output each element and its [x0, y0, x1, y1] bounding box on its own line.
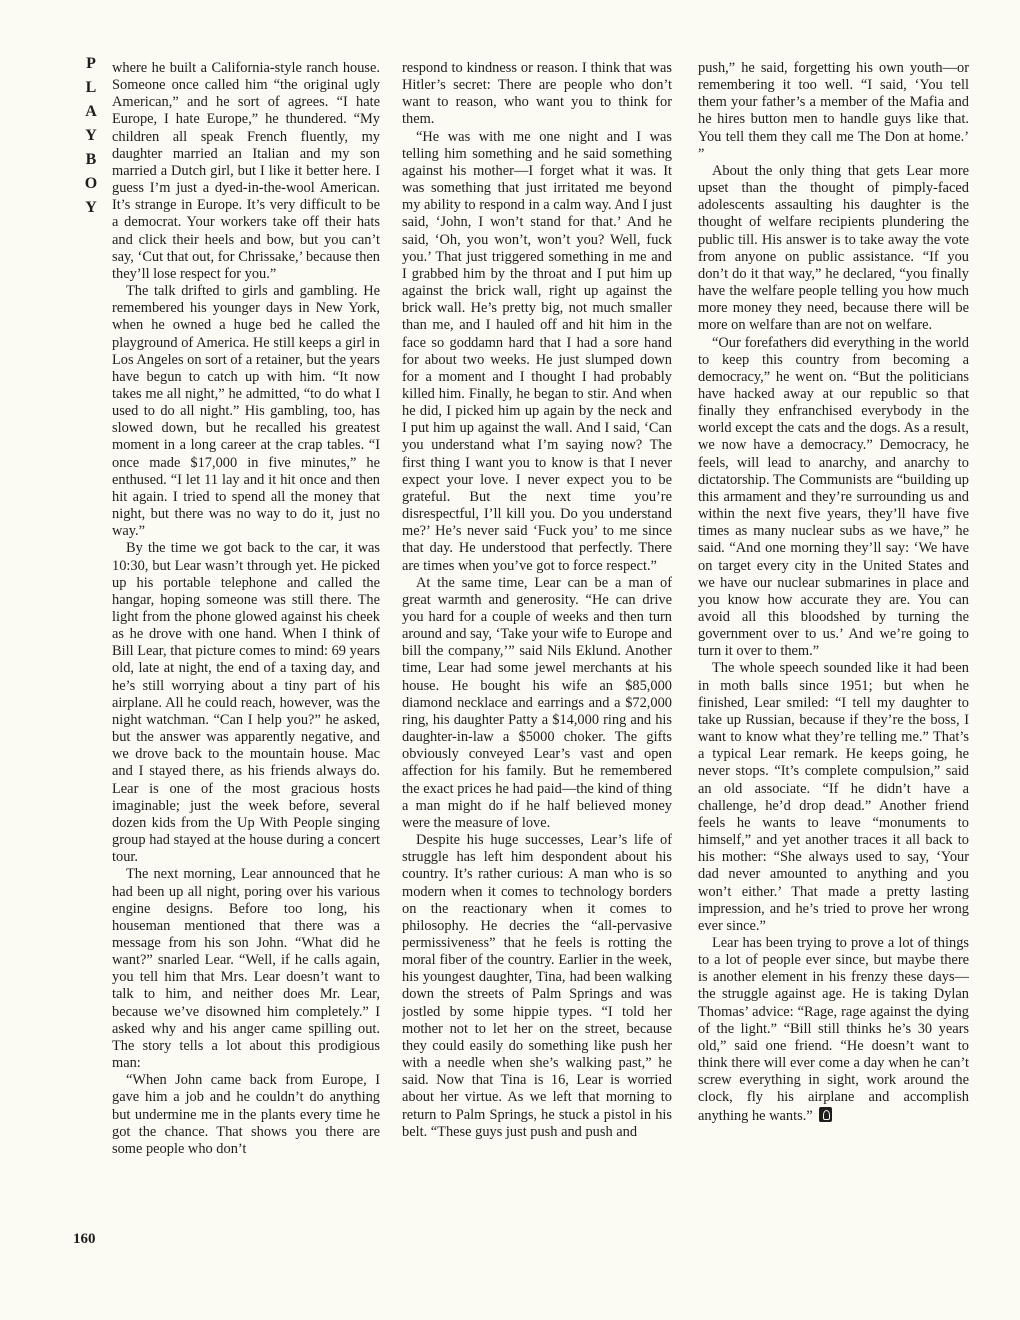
paragraph — [698, 935, 969, 1125]
paragraph: push,” he said, forgetting his own youth—or remembering it too well. “I said, ‘You tell them your father’s a member of the Mafia and he hires button men to handle guys like that. You tell them they call me The Don at home.’ ” — [698, 60, 969, 162]
magazine-name-letter: Y — [85, 127, 97, 144]
paragraph-text: Lear has been trying to prove a lot of things to a lot of people ever since, but maybe there is another element in his frenzy these days—the struggle against age. He is taking Dylan Thomas’ advice: “Rage, rage against the dying of the light.” “Bill still thinks he’s 30 years old,” said one friend. “He doesn’t want to think there will ever come a day when he can’t screw everything in sight, work around the clock, fly his airplane and accomplish anything he wants.” — [698, 934, 969, 1124]
paragraph: Despite his huge successes, Lear’s life of struggle has left him despondent about his country. It’s rather curious: A man who is so modern when it comes to technology borders on the reactionary when it comes to philosophy. He decries the “all-pervasive permissiveness” that he feels is rotting the moral fiber of the country. Earlier in the week, his youngest daughter, Tina, had been walking down the streets of Palm Springs and was jostled by some hippie types. “I told her mother not to let her on the street, because they could easily do something like push her with a needle when she’s walking past,” he said. Now that Tina is 16, Lear is worried about her virtue. As we left that morning to return to Palm Springs, he stuck a pistol in his belt. “These guys just push and push and — [402, 832, 672, 1140]
article-column-3 — [698, 60, 969, 1270]
magazine-name-letter: O — [84, 175, 98, 192]
paragraph: At the same time, Lear can be a man of great warmth and generosity. “He can drive you hard for a couple of weeks and then turn around and say, ‘Take your wife to Europe and bill the company,’” said Nils Eklund. Another time, Lear had some jewel merchants at his house. He bought his wife an $85,000 diamond necklace and earrings and a $72,000 ring, his daughter Patty a $14,000 ring and his daughter-in-law a $5000 choker. The gifts obviously conveyed Lear’s vast and open affection for his family. But he remembered the exact prices he had paid—the kind of thing a man might do if he half believed money were the measure of love. — [402, 574, 672, 831]
paragraph: “He was with me one night and I was telling him something and he said something against his mother—I forget what it was. It was something that just irritated me beyond my ability to respond in a calm way. And I just said, ‘John, I won’t stand for that.’ And he said, ‘Oh, you won’t, won’t you? Well, fuck you.’ That just triggered something in me and I grabbed him by the throat and I put him up against the brick wall, right up against the brick wall. He’s pretty big, not much smaller than me, and I hauled off and hit him in the face so goddamn hard that I had a sore hand for about two weeks. He just slumped down for a moment and I thought I had probably killed him. Finally, he began to stir. And when he did, I picked him up again by the neck and I put him up against the wall. And I said, ‘Can you understand what I’m saying now? The first thing I want you to know is that I never expect your love. I never expect you to be grateful. But the next time you’re disrespectful, I’ll kill you. Do you understand me?’ He’s never said ‘Fuck you’ to me since that day. He understood that perfectly. There are times when you’ve got to force respect.” — [402, 128, 672, 574]
paragraph: About the only thing that gets Lear more upset than the thought of pimply-faced adolescents assaulting his daughter is the thought of welfare recipients plundering the public till. His answer is to take away the vote from anyone on public assistance. “If you don’t do it that way,” he declared, “you finally have the welfare people telling you how much more money they need, because there will be more on welfare than are not on welfare. — [698, 162, 969, 334]
paragraph: “When John came back from Europe, I gave him a job and he couldn’t do anything but undermine me in the plants every time he got the chance. That shows you there are some people who don’t — [112, 1072, 380, 1157]
paragraph: The talk drifted to girls and gambling. He remembered his younger days in New York, when he owned a huge bed he called the playground of America. He still keeps a girl in Los Angeles on sort of a retainer, but the years have begun to catch up with him. “It now takes me all night,” he admitted, “to do what I used to do all night.” His gambling, too, has slowed down, but he recalled his greatest moment in a long career at the crap tables. “I once made $17,000 in five minutes,” he enthused. “I let 11 lay and it hit once and then hit again. I tried to spend all the money that night, but there was no way to do it, just no way.” — [112, 283, 380, 540]
paragraph: “Our forefathers did everything in the world to keep this country from becoming a democracy,” he went on. “But the politicians have hacked away at our republic so that finally they enfranchised everybody in the world except the cats and the dogs. As a result, we now have a democracy.” Democracy, he feels, will lead to anarchy, and anarchy to dictatorship. The Communists are “building up this armament and they’re surrounding us and within the next five years, they’ll have five times as many nuclear subs as we have,” he said. “And one morning they’ll say: ‘We have on target every city in the United States and we have our nuclear submarines in place and you know how accurate they are. You can avoid all this bloodshed by turning the government over to us.’ And we’re going to turn it over to them.” — [698, 334, 969, 660]
paragraph: The next morning, Lear announced that he had been up all night, poring over his various engine designs. Before too long, his houseman mentioned that there was a message from his son John. “What did he want?” snarled Lear. “Well, if he calls again, you tell him that Mrs. Lear doesn’t want to talk to him, and neither does Mr. Lear, because we’ve disowned him completely.” I asked why and his anger came spilling out. The story tells a lot about this prodigious man: — [112, 866, 380, 1072]
paragraph: The whole speech sounded like it had been in moth balls since 1951; but when he finished, Lear smiled: “I tell my daughter to take up Russian, because if they’re the boss, I want to know what they’re telling me.” That’s a typical Lear remark. He keeps going, he never stops. “It’s complete compulsion,” said an old associate. “If he didn’t have a challenge, he’d drop dead.” Another friend feels he wants to leave “monuments to himself,” and yet another traces it all back to his mother: “She always used to say, ‘Your dad never amounted to anything and you won’t either.’ That made a pretty lasting impression, and he’s tried to prove her wrong ever since.” — [698, 660, 969, 934]
paragraph: By the time we got back to the car, it was 10:30, but Lear wasn’t through yet. He picked up his portable telephone and called the hangar, hoping someone was still there. The light from the phone glowed against his cheek as he drove with one hand. When I think of Bill Lear, that picture comes to mind: 69 years old, late at night, the end of a taxing day, and he’s still worrying about a tiny part of his airplane. All he could reach, however, was the night watchman. “Can I help you?” he asked, but the answer was apparently negative, and we drove back to the mountain house. Mac and I stayed there, as his friends always do. Lear is one of the most gracious hosts imaginable; just the week before, several dozen kids from the Up With People singing group had stayed at the house during a concert tour. — [112, 540, 380, 866]
article-column-2 — [402, 60, 672, 1270]
magazine-name-letter: L — [85, 79, 97, 96]
magazine-name-letter: A — [85, 103, 97, 120]
rabbit-head-end-mark-icon — [819, 1107, 832, 1122]
paragraph: respond to kindness or reason. I think that was Hitler’s secret: There are people who don’t want to reason, who want you to think for them. — [402, 60, 672, 128]
magazine-name — [83, 52, 99, 220]
page-number: 160 — [73, 1231, 96, 1247]
article-column-1 — [112, 60, 380, 1270]
magazine-name-letter: P — [86, 55, 96, 72]
paragraph: where he built a California-style ranch house. Someone once called him “the original ugly American,” and he sort of agrees. “I hate Europe, I hate Europe,” he thundered. “My children all speak French fluently, my daughter married an Italian and my son married a Dutch girl, but I like it better here. I guess I’m just a dyed-in-the-wool American. It’s strange in Europe. It’s very difficult to be a democrat. Your workers take off their hats and click their heels and bow, but you can’t say, ‘Cut that out, for Chrissake,’ because then they’ll lose respect for you.” — [112, 60, 380, 282]
magazine-name-letter: Y — [85, 199, 97, 216]
magazine-name-letter: B — [85, 151, 97, 168]
